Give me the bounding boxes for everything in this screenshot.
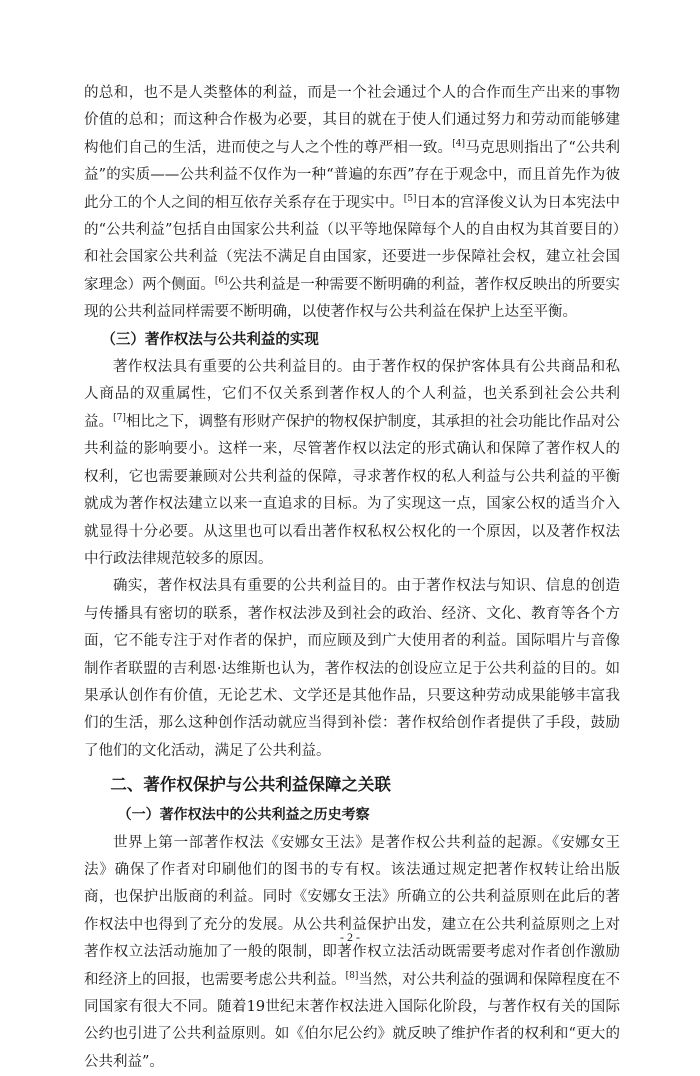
- paragraph-continuation: [84, 80, 620, 327]
- paragraph-text: 著作权法具有重要的公共利益目的。由于著作权的保护客体具有公共商品和私人商品的双重属性，它们不仅关系到著作权人的个人利益，也关系到社会公共利益。: [84, 359, 620, 430]
- paragraph-text: 马克思则指出了“公共利益”的实质——公共利益不仅作为一种“普遍的东西”存在于观念中，而且首先作为彼此分工的个人之间的相互依存关系存在于现实中。: [84, 139, 620, 211]
- paragraph-text: 的总和，也不是人类整体的利益，而是一个社会通过个人的合作而生产出来的事物价值的总和；而这种合作极为必要，其目的就在于使人们通过努力和劳动而能够建构他们自己的生活，进而使之与人之个性的尊严相一致。: [84, 85, 620, 156]
- subsection-heading: （一）著作权法中的公共利益之历史考察: [117, 807, 370, 824]
- citation-ref: [5]: [403, 193, 417, 204]
- paragraph-text: 相比之下，调整有形财产保护的物权保护制度，其承担的社会功能比作品对公共利益的影响要小。这样一来，尽管著作权以法定的形式确认和保障了著作权人的权利，它也需要兼顾对公共利益的保障，寻求著作权的私人利益与公共利益的平衡就成为著作权法建立以来一直追求的目标。为了实现这一点，国家公权的适当介入就显得十分必要。从这里也可以看出著作权私权公权化的一个原因，以及著作权法中行政法律规范较多的原因。: [84, 413, 621, 567]
- paragraph-text: 日本的宫泽俊义认为日本宪法中的“公共利益”包括自由国家公共利益（以平等地保障每个人的自由权为其首要目的）和社会国家公共利益（宪法不满足自由国家，还要进一步保障社会权，建立社会国家理念）两个侧面。: [84, 194, 621, 293]
- section-heading-2: 二、著作权保护与公共利益保障之关联: [110, 775, 391, 795]
- page-number: - 2 -: [340, 930, 360, 944]
- paragraph: [84, 354, 620, 573]
- section-heading-3: （三）著作权法与公共利益的实现: [101, 331, 319, 348]
- citation-ref: [4]: [452, 138, 466, 149]
- paragraph: 确实，著作权法具有重要的公共利益目的。由于著作权法与知识、信息的创造与传播具有密切的联系，著作权法涉及到社会的政治、经济、文化、教育等各个方面，它不能专注于对作者的保护，而应顾及到广大使用者的利益。国际唱片与音像制作者联盟的吉利恩·达维斯也认为，著作权法的创设应立足于公共利益的目的。如果承认创作有价值，无论艺术、文学还是其他作品，只要这种劳动成果能够丰富我们的生活，那么这种创作活动就应当得到补偿：著作权给创作者提供了手段，鼓励了他们的文化活动，满足了公共利益。: [84, 578, 620, 759]
- citation-ref: [8]: [345, 970, 359, 981]
- citation-ref: [6]: [214, 276, 228, 287]
- paragraph: [84, 830, 620, 1076]
- document-body: [84, 80, 620, 1076]
- paragraph-text: 世界上第一部著作权法《安娜女王法》是著作权公共利益的起源。《安娜女王法》确保了作者对印刷他们的图书的专有权。该法通过规定把著作权转让给出版商，也保护出版商的利益。同时《安娜女王法》所确立的公共利益原则在此后的著作权法中也得到了充分的发展。从公共利益保护出发，建立在公共利益原则之上对著作权立法活动施加了一般的限制，即著作权立法活动既需要考虑对作者创作激励和经济上的回报，也需要考虑公共利益。: [84, 834, 620, 988]
- paragraph-text: 当然，对公共利益的强调和保障程度在不同国家有很大不同。随着19世纪末著作权法进入国际化阶段，与著作权有关的国际公约也引进了公共利益原则。如《伯尔尼公约》就反映了维护作者的权利和“更大的公共利益”。: [84, 971, 620, 1070]
- paragraph-text: 公共利益是一种需要不断明确的利益，著作权反映出的所要实现的公共利益同样需要不断明确，以使著作权与公共利益在保护上达至平衡。: [84, 276, 620, 321]
- citation-ref: [7]: [113, 413, 126, 424]
